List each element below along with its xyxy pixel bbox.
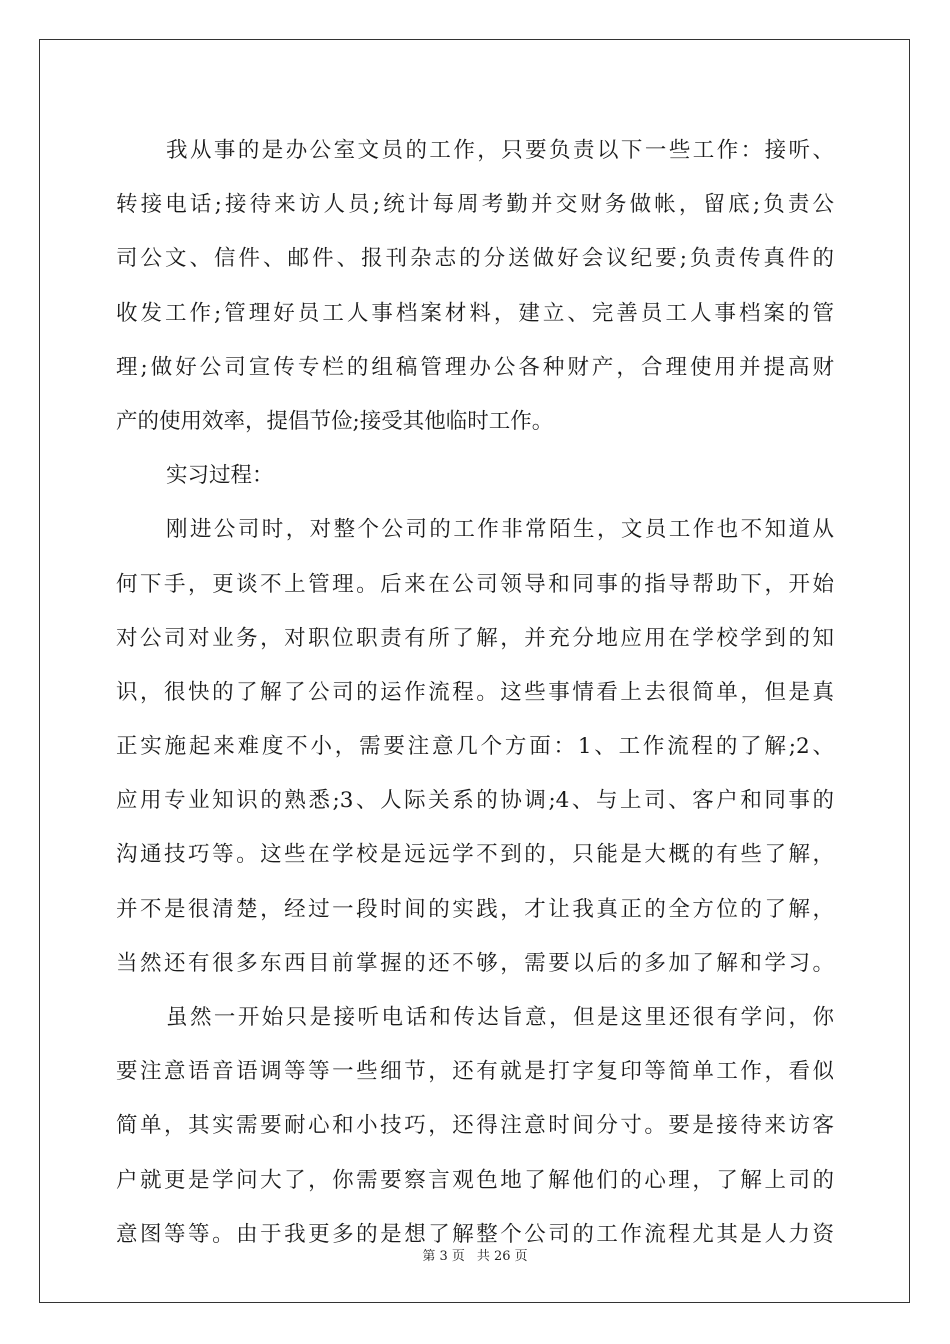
text-line: 并不是很清楚，经过一段时间的实践，才让我真正的全方位的了解， [116,896,834,922]
text-line: 当然还有很多东西目前掌握的还不够，需要以后的多加了解和学习。 [116,950,834,976]
document-body [116,124,834,1262]
text-line: 转接电话;接待来访人员;统计每周考勤并交财务做帐，留底;负责公 [116,192,834,218]
text-line: 虽然一开始只是接听电话和传达旨意，但是这里还很有学问，你 [166,1005,834,1030]
page-footer [0,1245,950,1264]
text-line: 收发工作;管理好员工人事档案材料，建立、完善员工人事档案的管 [116,300,834,326]
text-line: 户就更是学问大了，你需要察言观色地了解他们的心理，了解上司的 [116,1167,834,1193]
text-line: 沟通技巧等。这些在学校是远远学不到的，只能是大概的有些了解， [116,842,834,868]
text-line: 产的使用效率，提倡节俭;接受其他临时工作。 [116,408,554,434]
text-line: 识，很快的了解了公司的运作流程。这些事情看上去很简单，但是真 [116,679,834,705]
text-line: 正实施起来难度不小，需要注意几个方面：1、工作流程的了解;2、 [116,734,834,760]
text-line: 简单，其实需要耐心和小技巧，还得注意时间分寸。要是接待来访客 [116,1113,834,1139]
page-number-total: 共 26 页 [476,1249,528,1264]
text-line: 司公文、信件、邮件、报刊杂志的分送做好会议纪要;负责传真件的 [116,246,834,272]
text-line: 要注意语音语调等等一些细节，还有就是打字复印等简单工作，看似 [116,1059,834,1085]
page-number-current: 第 3 页 [422,1249,465,1264]
text-line: 刚进公司时，对整个公司的工作非常陌生，文员工作也不知道从 [166,517,834,543]
text-line: 何下手，更谈不上管理。后来在公司领导和同事的指导帮助下，开始 [116,571,834,597]
section-heading: 实习过程： [166,463,274,489]
text-line: 对公司对业务，对职位职责有所了解，并充分地应用在学校学到的知 [116,625,834,651]
text-line: 应用专业知识的熟悉;3、人际关系的协调;4、与上司、客户和同事的 [116,788,834,814]
text-line: 意图等等。由于我更多的是想了解整个公司的工作流程尤其是人力资 [116,1221,834,1247]
text-line: 理;做好公司宣传专栏的组稿管理办公各种财产，合理使用并提高财 [116,354,834,380]
text-line: 我从事的是办公室文员的工作，只要负责以下一些工作：接听、 [166,138,834,163]
